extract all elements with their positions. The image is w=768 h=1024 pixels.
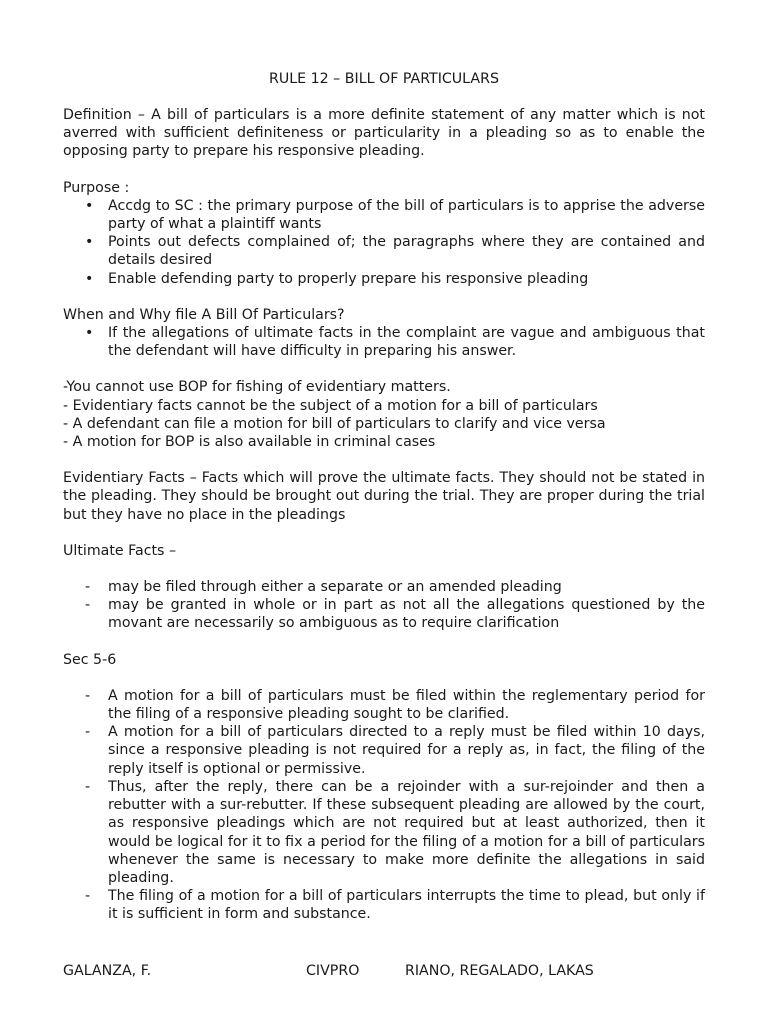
bullet-icon: • <box>85 234 94 251</box>
ultimate-facts-list <box>63 578 705 633</box>
definition-paragraph: Definition – A bill of particulars is a more definite statement of any matter which is not averred with sufficient definiteness or particularity in a pleading so as to enable the opposing party to prepare his responsive pleading. <box>63 107 705 160</box>
list-item: • Enable defending party to properly prepare his responsive pleading <box>85 270 589 287</box>
list-item: - A motion for a bill of particulars directed to a reply must be filed within 10 days, since a responsive pleading is not required for a reply as, in fact, the filing of the reply itself is optional or permissive. <box>85 724 705 777</box>
note-line: -You cannot use BOP for fishing of evidentiary matters. <box>63 379 451 396</box>
note-line: - Evidentiary facts cannot be the subject of a motion for a bill of particulars <box>63 397 598 414</box>
dash-icon: - <box>85 579 91 596</box>
list-item: • If the allegations of ultimate facts in the complaint are vague and ambiguous that the defendant will have difficulty in preparing his answer. <box>85 325 705 360</box>
footer-sources: RIANO, REGALADO, LAKAS <box>405 963 594 979</box>
ultimate-facts-heading: Ultimate Facts – <box>63 542 177 559</box>
purpose-list <box>63 197 705 288</box>
document-page <box>63 70 705 924</box>
list-item: - may be filed through either a separate or an amended pleading <box>85 579 562 596</box>
note-line: - A motion for BOP is also available in criminal cases <box>63 434 436 451</box>
list-item: - Thus, after the reply, there can be a rejoinder with a sur-rejoinder and then a rebutter with a sur-rebutter. If these subsequent pleading are allowed by the court, as responsive pleadings which are not required but at least authorized, then it would be logical for it to fix a period for the filing of a motion for a bill of particulars whenever the same is necessary to make more definite the allegations in said pleading. <box>85 778 705 886</box>
bullet-icon: • <box>85 325 94 342</box>
dash-icon: - <box>85 597 91 614</box>
page-title: RULE 12 – BILL OF PARTICULARS <box>269 71 499 87</box>
dash-icon: - <box>85 687 91 704</box>
when-why-heading: When and Why file A Bill Of Particulars? <box>63 306 345 323</box>
dash-icon: - <box>85 778 91 795</box>
dash-icon: - <box>85 724 91 741</box>
sec56-heading: Sec 5-6 <box>63 651 117 668</box>
page-footer <box>63 962 705 980</box>
when-why-list <box>63 324 705 360</box>
footer-subject: CIVPRO <box>306 963 360 979</box>
bullet-icon: • <box>85 270 94 287</box>
bullet-icon: • <box>85 197 94 214</box>
list-item: - may be granted in whole or in part as not all the allegations questioned by the movant are necessarily so ambiguous as to require clarification <box>85 597 705 632</box>
list-item: • Accdg to SC : the primary purpose of the bill of particulars is to apprise the adverse party of what a plaintiff wants <box>85 197 705 233</box>
list-item: - A motion for a bill of particulars must be filed within the reglementary period for the filing of a responsive pleading sought to be clarified. <box>85 687 705 723</box>
dash-icon: - <box>85 888 91 905</box>
purpose-heading: Purpose : <box>63 179 130 196</box>
list-item: - The filing of a motion for a bill of particulars interrupts the time to plead, but only if it is sufficient in form and substance. <box>85 888 705 923</box>
list-item: • Points out defects complained of; the paragraphs where they are contained and details desired <box>85 234 705 269</box>
footer-author: GALANZA, F. <box>63 963 152 979</box>
note-line: - A defendant can file a motion for bill of particulars to clarify and vice versa <box>63 415 606 432</box>
sec56-list <box>63 687 705 924</box>
evidentiary-facts-paragraph: Evidentiary Facts – Facts which will prove the ultimate facts. They should not be stated in the pleading. They should be brought out during the trial. They are proper during the trial but they have no place in the pleadings <box>63 470 705 523</box>
